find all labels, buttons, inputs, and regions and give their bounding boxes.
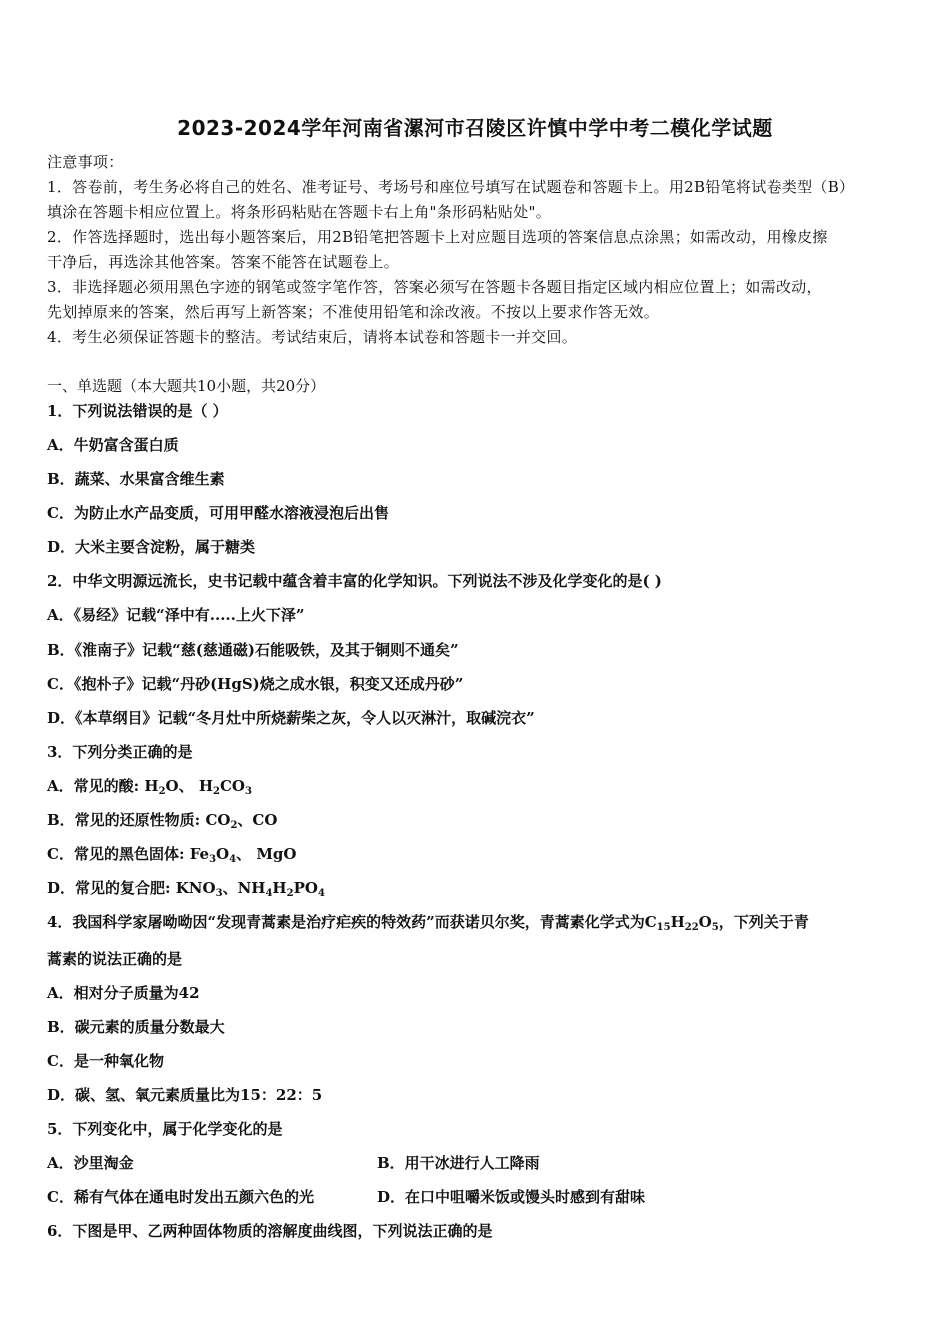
q3d-sub-1: 3 [215,888,223,899]
q3d-text-4: PO [293,879,318,897]
question-5-stem: 5．下列变化中，属于化学变化的是 [47,1120,283,1138]
q3a-text-2: O、 H [165,777,214,795]
notice-line-6: 先划掉原来的答案，然后再写上新答案；不准使用铅笔和涂改液。不按以上要求作答无效。 [47,303,660,321]
q3c-sub-1: 3 [209,854,217,865]
question-1-option-d: D．大米主要含淀粉，属于糖类 [47,538,256,556]
question-1-option-c: C．为防止水产品变质，可用甲醛水溶液浸泡后出售 [47,504,389,522]
q3b-text-2: 、CO [237,811,278,829]
q3a-sub-2: 2 [213,786,220,797]
question-4-option-d: D．碳、氢、氧元素质量比为15：22：5 [47,1086,323,1104]
question-5-option-c: C．稀有气体在通电时发出五颜六色的光 [47,1188,314,1206]
question-3-option-b [47,810,277,830]
q4-stem-text-4: ，下列关于青 [718,913,809,931]
notice-line-2: 填涂在答题卡相应位置上。将条形码粘贴在答题卡右上角"条形码粘贴处"。 [47,203,552,221]
q3b-text-1: B．常见的还原性物质: CO [47,811,231,829]
question-5-option-b: B．用干冰进行人工降雨 [377,1154,540,1172]
q3d-sub-4: 4 [317,888,325,899]
q4-sub-1: 15 [656,922,671,933]
q3d-sub-2: 4 [265,888,273,899]
notice-line-7: 4．考生必须保证答题卡的整洁。考试结束后，请将本试卷和答题卡一并交回。 [47,328,578,346]
q3a-sub-1: 2 [158,786,166,797]
q3c-text-1: C．常见的黑色固体: Fe [47,845,210,863]
q3c-sub-2: 4 [229,854,237,865]
q3d-sub-3: 2 [286,888,294,899]
question-3-stem: 3．下列分类正确的是 [47,743,193,761]
notice-line-1: 1．答卷前，考生务必将自己的姓名、准考证号、考场号和座位号填写在试题卷和答题卡上。用2B铅笔将试卷类型（B） [47,178,855,196]
question-6-stem: 6．下图是甲、乙两种固体物质的溶解度曲线图，下列说法正确的是 [47,1222,493,1240]
question-4-stem-line-2: 蒿素的说法正确的是 [47,950,183,968]
question-2-option-c: C．《抱朴子》记载“丹砂(HgS)烧之成水银，积变又还成丹砂” [47,675,464,693]
notice-heading: 注意事项： [47,153,124,171]
question-1-option-a: A．牛奶富含蛋白质 [47,436,179,454]
q3a-text-3: CO [219,777,245,795]
question-5-option-a: A．沙里淘金 [47,1154,134,1172]
question-3-option-c [47,844,296,864]
q4-stem-text-3: O [698,913,712,931]
q4-stem-text-1: 4．我国科学家屠呦呦因“发现青蒿素是治疗疟疾的特效药”而获诺贝尔奖，青蒿素化学式为C [47,913,657,931]
q3c-text-3: 、 MgO [236,845,297,863]
q3d-text-1: D．常见的复合肥: KNO [47,879,216,897]
question-3-option-a [47,776,252,796]
question-5-option-d: D．在口中咀嚼米饭或馒头时感到有甜味 [377,1188,646,1206]
question-1-stem: 1．下列说法错误的是（ ） [47,402,228,420]
notice-line-4: 干净后，再选涂其他答案。答案不能答在试题卷上。 [47,253,399,271]
question-4-option-b: B．碳元素的质量分数最大 [47,1018,225,1036]
q3d-text-2: 、NH [222,879,266,897]
q4-sub-2: 22 [684,922,699,933]
question-2-option-d: D．《本草纲目》记载“冬月灶中所烧薪柴之灰，令人以灭淋汁，取碱浣衣” [47,709,535,727]
question-1-option-b: B．蔬菜、水果富含维生素 [47,470,225,488]
notice-line-5: 3．非选择题必须用黑色字迹的钢笔或签字笔作答，答案必须写在答题卡各题目指定区域内相应位置上；如需改动， [47,278,822,296]
q3b-sub-1: 2 [230,820,238,831]
section-heading: 一、单选题（本大题共10小题，共20分） [47,377,326,395]
question-4-option-c: C．是一种氧化物 [47,1052,164,1070]
q3d-text-3: H [272,879,287,897]
q4-sub-3: 5 [711,922,719,933]
notice-line-3: 2．作答选择题时，选出每小题答案后，用2B铅笔把答题卡上对应题目选项的答案信息点涂黑；如需改动，用橡皮擦 [47,228,828,246]
q3c-text-2: O [216,845,230,863]
q3a-sub-3: 3 [245,786,252,797]
page-title: 2023-2024学年河南省漯河市召陵区许慎中学中考二模化学试题 [177,116,773,140]
question-3-option-d [47,878,325,898]
question-2-option-a: A．《易经》记载“泽中有.....上火下泽” [47,606,305,624]
q3a-text-1: A．常见的酸: H [47,777,159,795]
question-2-stem: 2．中华文明源远流长，史书记载中蕴含着丰富的化学知识。下列说法不涉及化学变化的是( ) [47,572,662,590]
question-4-stem [47,912,809,932]
question-4-option-a: A．相对分子质量为42 [47,984,200,1002]
q4-stem-text-2: H [670,913,685,931]
question-2-option-b: B．《淮南子》记载“慈(慈通磁)石能吸铁，及其于铜则不通矣” [47,641,459,659]
